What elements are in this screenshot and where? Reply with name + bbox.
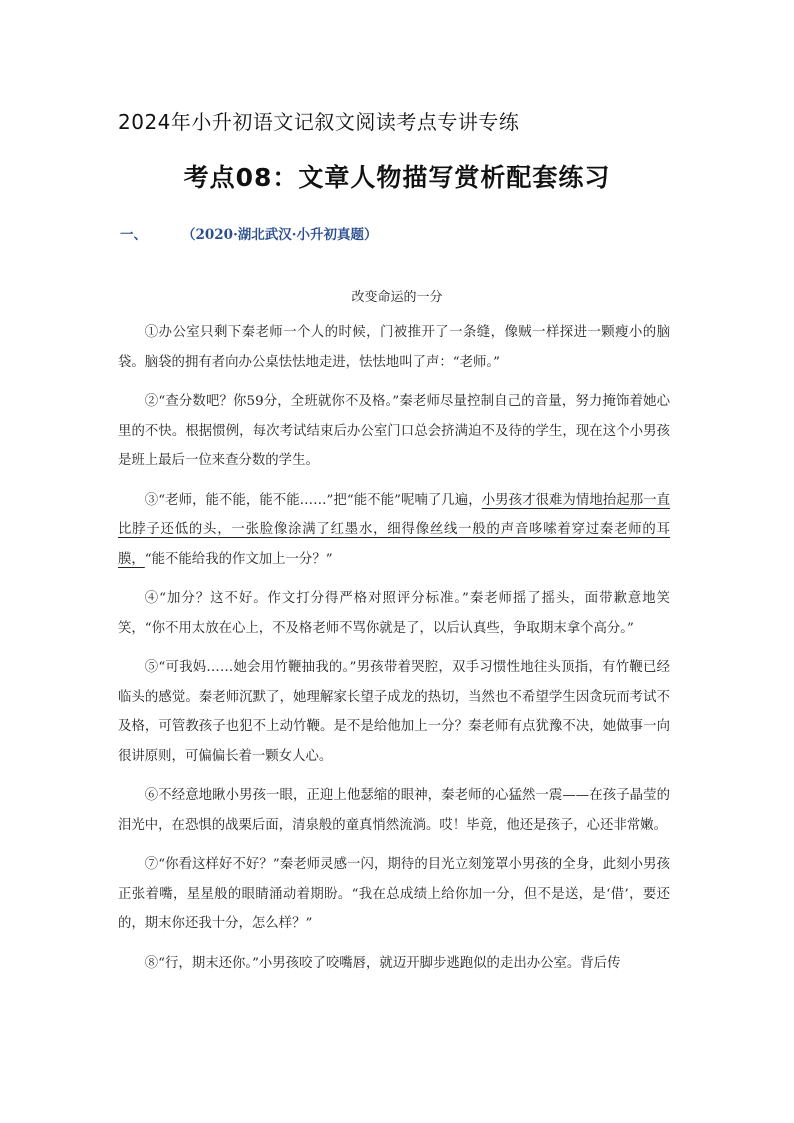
paragraph-3-start: ③“老师，能不能，能不能……”把“能不能”呢喃了几遍，	[144, 492, 482, 508]
paragraph-6: ⑥不经意地瞅小男孩一眼，正迎上他瑟缩的眼神，秦老师的心猛然一震——在孩子晶莹的泪光中，在恐惧的战栗后面，清泉般的童真悄然流淌。哎！毕竟，他还是孩子，心还非常嫩。	[118, 788, 670, 833]
story-title: 改变命运的一分	[351, 290, 443, 305]
question-number: 一、	[120, 227, 147, 243]
question-heading	[120, 223, 377, 243]
paragraph-2: ②“查分数吧？你59分，全班就你不及格。”秦老师尽量控制自己的音量，努力掩饰着她心里的不快。根据惯例，每次考试结束后办公室门口总会挤满迫不及待的学生，现在这个小男孩是班上最后一位来查分数的学生。	[118, 394, 670, 468]
paragraph-3-end: “能不能给我的作文加上一分？”	[144, 551, 333, 567]
paragraph-5: ⑤“可我妈……她会用竹鞭抽我的。”男孩带着哭腔，双手习惯性地往头顶指，有竹鞭已经临头的感觉。秦老师沉默了，她理解家长望子成龙的热切，当然也不希望学生因贪玩而考试不及格，可管教孩子也犯不上动竹鞭。是不是给他加上一分？秦老师有点犹豫不决，她做事一向很讲原则，可偏偏长着一颗女人心。	[118, 660, 670, 764]
paragraph-7: ⑦“你看这样好不好？”秦老师灵感一闪，期待的目光立刻笼罩小男孩的全身，此刻小男孩正张着嘴，星星般的眼睛涌动着期盼。“我在总成绩上给你加一分，但不是送，是‘借’，要还的，期末你还我十分，怎么样？”	[118, 857, 670, 931]
document-header-title: 2024年小升初语文记叙文阅读考点专讲专练	[118, 110, 520, 134]
question-source: （2020·湖北武汉·小升初真题）	[182, 227, 378, 243]
paragraph-8: ⑧“行，期末还你。”小男孩咬了咬嘴唇，就迈开脚步逃跑似的走出办公室。背后传	[144, 955, 621, 971]
page-title: 考点08：文章人物描写赏析配套练习	[183, 163, 611, 192]
underlined-sentence: 小男孩才很难为情地抬起那一直比脖子还低的头，一张脸像涂满了红墨水，细得像丝线一般的声音哆嗦着穿过秦老师的耳膜，	[118, 492, 670, 567]
paragraph-1: ①办公室只剩下秦老师一个人的时候，门被推开了一条缝，像贼一样探进一颗瘦小的脑袋。脑袋的拥有者向办公桌怯怯地走进，怯怯地叫了声：“老师。”	[118, 325, 670, 370]
story-body	[118, 318, 670, 988]
paragraph-3	[118, 486, 670, 575]
paragraph-4: ④“加分？这不好。作文打分得严格对照评分标准。”秦老师摇了摇头，面带歉意地笑笑，“你不用太放在心上，不及格老师不骂你就是了，以后认真些，争取期末拿个高分。”	[118, 591, 670, 636]
